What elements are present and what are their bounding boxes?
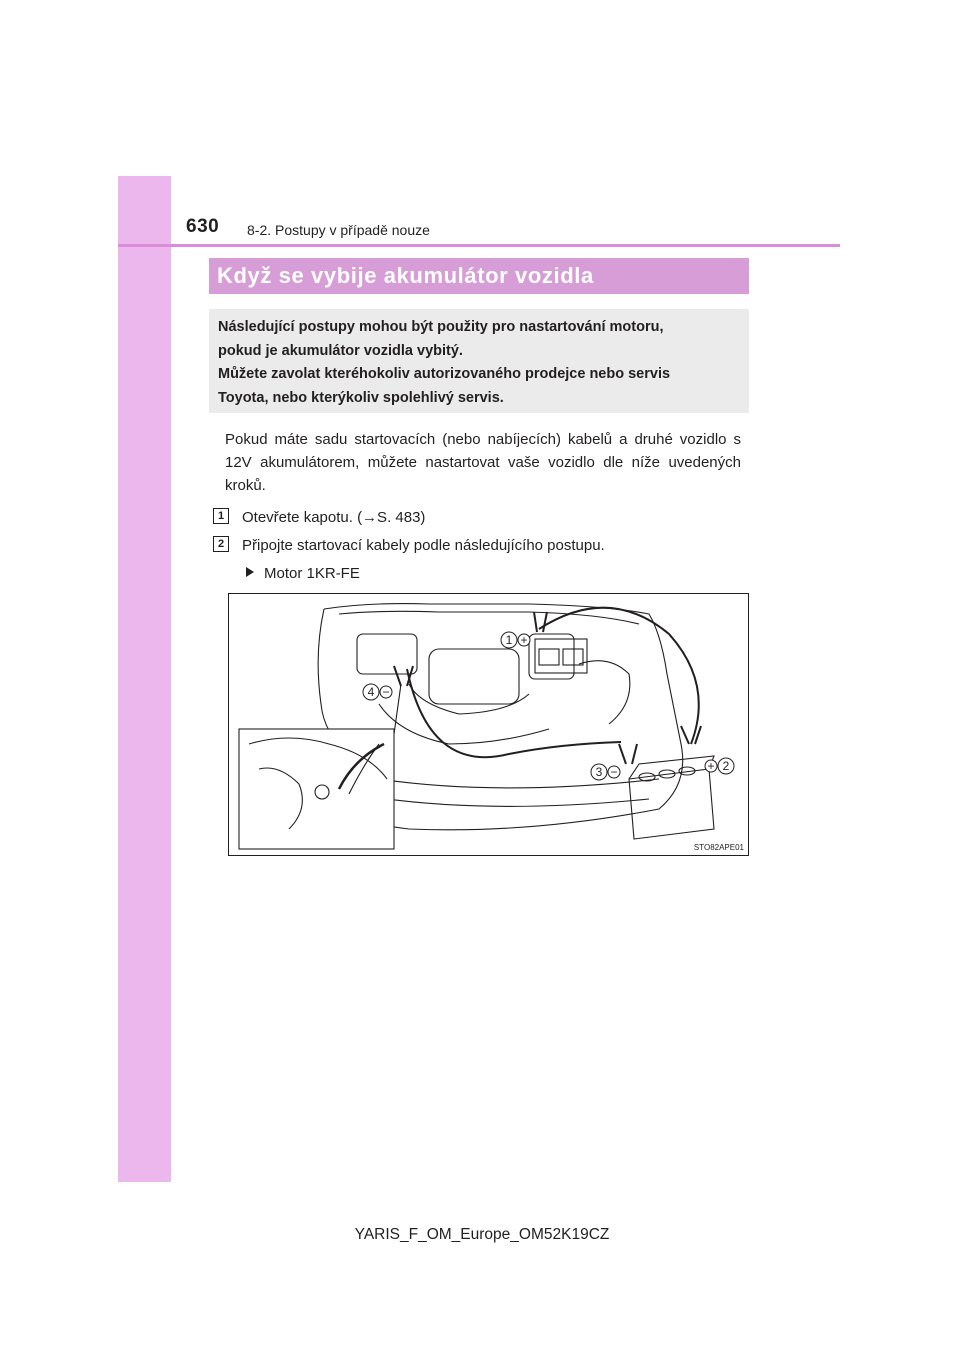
plus-2-label: + <box>707 759 715 773</box>
body-paragraph: Pokud máte sadu startovacích (nebo nabíjecích) kabelů a druhé vozidlo s 12V akumulátorem, můžete nastartovat vaše vozidlo dle níže uvedených kroků. <box>225 431 741 494</box>
grille-line <box>354 794 649 806</box>
booster-battery-top <box>629 756 714 779</box>
side-band <box>118 176 171 1182</box>
intro-box <box>209 309 749 413</box>
clamp-3 <box>619 744 637 764</box>
step-text: Otevřete kapotu. (→S. 483) <box>242 509 426 526</box>
vehicle-battery <box>535 639 587 673</box>
minus-4-label: − <box>382 685 390 699</box>
intro-line: Můžete zavolat kteréhokoliv autorizovaného prodejce nebo servis <box>218 366 671 382</box>
page-number: 630 <box>186 216 220 237</box>
jump-start-illustration <box>228 593 749 856</box>
cable-negative <box>407 669 621 757</box>
engine-part <box>357 634 417 674</box>
marker-4-label: 4 <box>367 685 375 699</box>
plus-1-label: + <box>520 633 528 647</box>
figure-code: STO82APE01 <box>693 843 744 852</box>
cable-positive <box>539 608 699 744</box>
engine-part <box>429 649 519 704</box>
page-title: Když se vybije akumulátor vozidla <box>209 258 749 294</box>
intro-line: pokud je akumulátor vozidla vybitý. <box>218 342 463 359</box>
footer-code: YARIS_F_OM_Europe_OM52K19CZ <box>354 1226 610 1243</box>
engine-hose <box>379 704 549 744</box>
step-number: 1 <box>213 508 229 524</box>
sub-item-label: Motor 1KR-FE <box>264 565 360 582</box>
section-title: 8-2. Postupy v případě nouze <box>247 222 430 238</box>
intro-line: Následující postupy mohou být použity pro nastartování motoru, <box>218 319 664 335</box>
marker-3-label: 3 <box>595 765 603 779</box>
sub-item <box>246 563 360 585</box>
battery-cell <box>563 649 583 665</box>
battery-cell <box>539 649 559 665</box>
engine-part <box>529 634 574 679</box>
inset-frame <box>239 729 394 849</box>
header-rule <box>118 244 840 247</box>
inset-pointer <box>394 684 401 734</box>
engine-hose <box>409 684 529 714</box>
arrow-bullet-icon <box>246 567 254 577</box>
engine-bay-drawing <box>229 594 749 856</box>
step-number: 2 <box>213 536 229 552</box>
marker-1-label: 1 <box>505 633 513 647</box>
minus-3-label: − <box>610 765 618 779</box>
marker-2-label: 2 <box>722 759 730 773</box>
intro-line: Toyota, nebo kterýkoliv spolehlivý servis. <box>218 389 504 406</box>
step-text: Připojte startovací kabely podle následujícího postupu. <box>242 537 605 554</box>
hood-edge <box>339 611 639 624</box>
